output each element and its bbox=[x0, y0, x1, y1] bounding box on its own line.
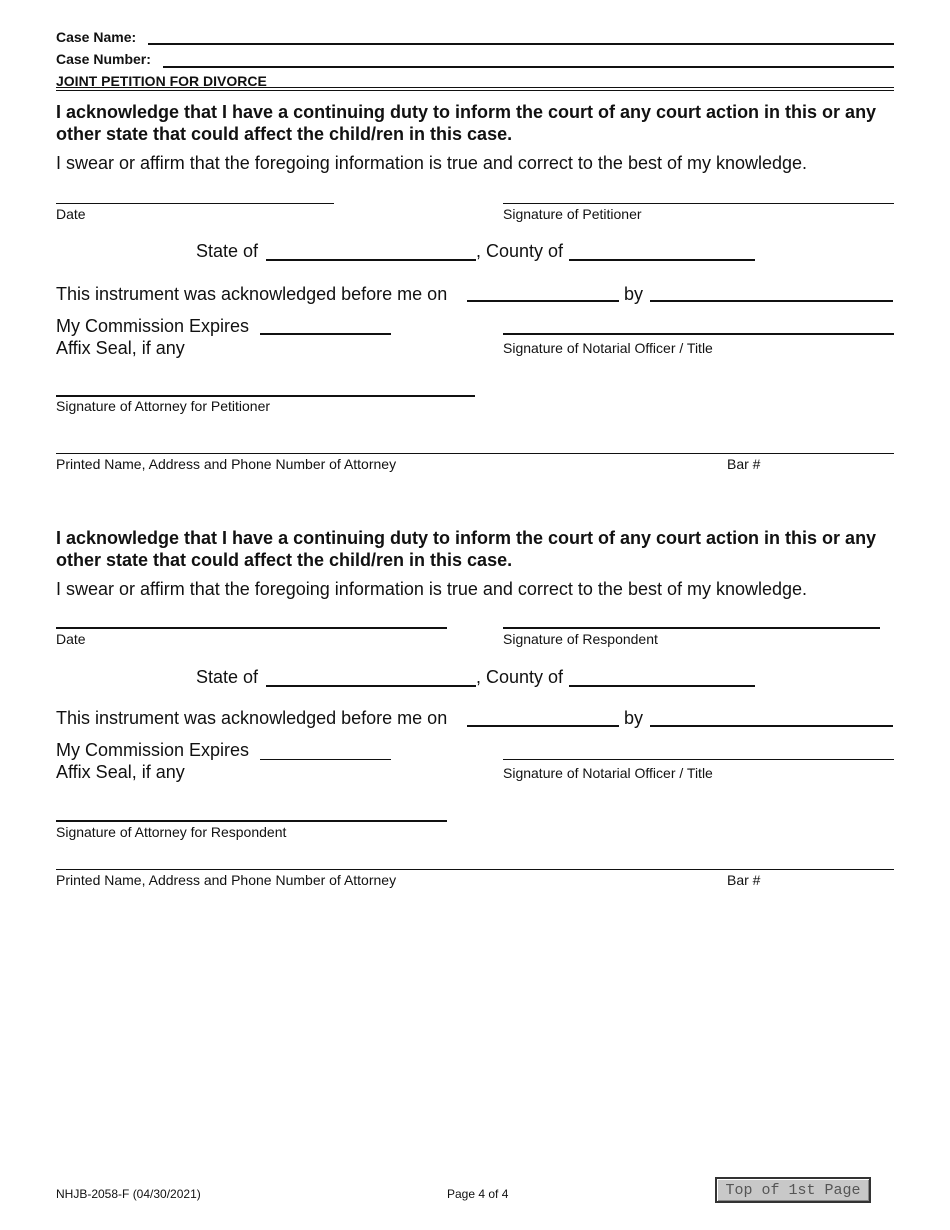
petitioner-affix-seal: Affix Seal, if any bbox=[56, 338, 185, 358]
petitioner-attorney-info-label: Printed Name, Address and Phone Number of Attorney bbox=[56, 456, 397, 472]
respondent-attorney-sig-field[interactable] bbox=[56, 820, 447, 822]
respondent-swear-text: I swear or affirm that the foregoing information is true and correct to the best of my knowledge. bbox=[56, 579, 808, 599]
respondent-signature-field[interactable] bbox=[503, 627, 880, 629]
respondent-by-field[interactable] bbox=[650, 725, 893, 727]
respondent-attorney-info-label: Printed Name, Address and Phone Number of Attorney bbox=[56, 872, 397, 888]
respondent-notary-field[interactable] bbox=[503, 759, 894, 760]
petitioner-notary-field[interactable] bbox=[503, 333, 894, 335]
respondent-signature-label: Signature of Respondent bbox=[503, 631, 658, 647]
respondent-ack-date-field[interactable] bbox=[467, 725, 619, 727]
petitioner-ack-date-field[interactable] bbox=[467, 300, 619, 302]
case-name-field[interactable] bbox=[148, 43, 894, 45]
form-title: JOINT PETITION FOR DIVORCE bbox=[56, 73, 267, 89]
respondent-acknowledged-label: This instrument was acknowledged before me on bbox=[56, 708, 448, 728]
respondent-state-field[interactable] bbox=[266, 685, 476, 687]
petitioner-attorney-sig-field[interactable] bbox=[56, 395, 475, 397]
petitioner-state-field[interactable] bbox=[266, 259, 476, 261]
petitioner-county-label: , County of bbox=[476, 241, 564, 261]
header-divider-2 bbox=[56, 90, 894, 91]
respondent-county-field[interactable] bbox=[569, 685, 755, 687]
top-of-first-page-button[interactable]: Top of 1st Page bbox=[715, 1177, 871, 1203]
petitioner-attorney-sig-label: Signature of Attorney for Petitioner bbox=[56, 398, 271, 414]
header-divider bbox=[56, 87, 894, 88]
case-name-label: Case Name: bbox=[56, 29, 137, 45]
petitioner-by-label: by bbox=[624, 284, 644, 304]
respondent-county-label: , County of bbox=[476, 667, 564, 687]
petitioner-by-field[interactable] bbox=[650, 300, 893, 302]
respondent-date-label: Date bbox=[56, 631, 86, 647]
page-number: Page 4 of 4 bbox=[447, 1187, 509, 1201]
petitioner-state-label: State of bbox=[196, 241, 259, 261]
case-number-field[interactable] bbox=[163, 66, 894, 68]
respondent-attorney-sig-label: Signature of Attorney for Respondent bbox=[56, 824, 287, 840]
respondent-commission-field[interactable] bbox=[260, 759, 391, 760]
petitioner-commission-label: My Commission Expires bbox=[56, 316, 250, 336]
respondent-commission-label: My Commission Expires bbox=[56, 740, 250, 760]
petitioner-acknowledged-label: This instrument was acknowledged before me on bbox=[56, 284, 448, 304]
respondent-bar-label: Bar # bbox=[727, 872, 761, 888]
petitioner-date-field[interactable] bbox=[56, 203, 334, 204]
petitioner-county-field[interactable] bbox=[569, 259, 755, 261]
petitioner-notary-label: Signature of Notarial Officer / Title bbox=[503, 340, 713, 356]
respondent-notary-label: Signature of Notarial Officer / Title bbox=[503, 765, 713, 781]
respondent-ack-text: I acknowledge that I have a continuing duty to inform the court of any court action in this or any other state that could affect the child/ren in this case. bbox=[56, 528, 877, 570]
petitioner-bar-label: Bar # bbox=[727, 456, 761, 472]
respondent-state-label: State of bbox=[196, 667, 259, 687]
case-number-label: Case Number: bbox=[56, 51, 151, 67]
petitioner-signature-field[interactable] bbox=[503, 203, 894, 204]
petitioner-date-label: Date bbox=[56, 206, 86, 222]
respondent-attorney-info-field[interactable] bbox=[56, 869, 894, 870]
petitioner-ack-text: I acknowledge that I have a continuing duty to inform the court of any court action in this or any other state that could affect the child/ren in this case. bbox=[56, 102, 877, 144]
respondent-date-field[interactable] bbox=[56, 627, 447, 629]
form-id: NHJB-2058-F (04/30/2021) bbox=[56, 1187, 201, 1201]
respondent-affix-seal: Affix Seal, if any bbox=[56, 762, 185, 782]
respondent-by-label: by bbox=[624, 708, 644, 728]
petitioner-swear-text: I swear or affirm that the foregoing information is true and correct to the best of my knowledge. bbox=[56, 153, 808, 173]
petitioner-signature-label: Signature of Petitioner bbox=[503, 206, 642, 222]
petitioner-attorney-info-field[interactable] bbox=[56, 453, 894, 454]
petitioner-commission-field[interactable] bbox=[260, 333, 391, 335]
